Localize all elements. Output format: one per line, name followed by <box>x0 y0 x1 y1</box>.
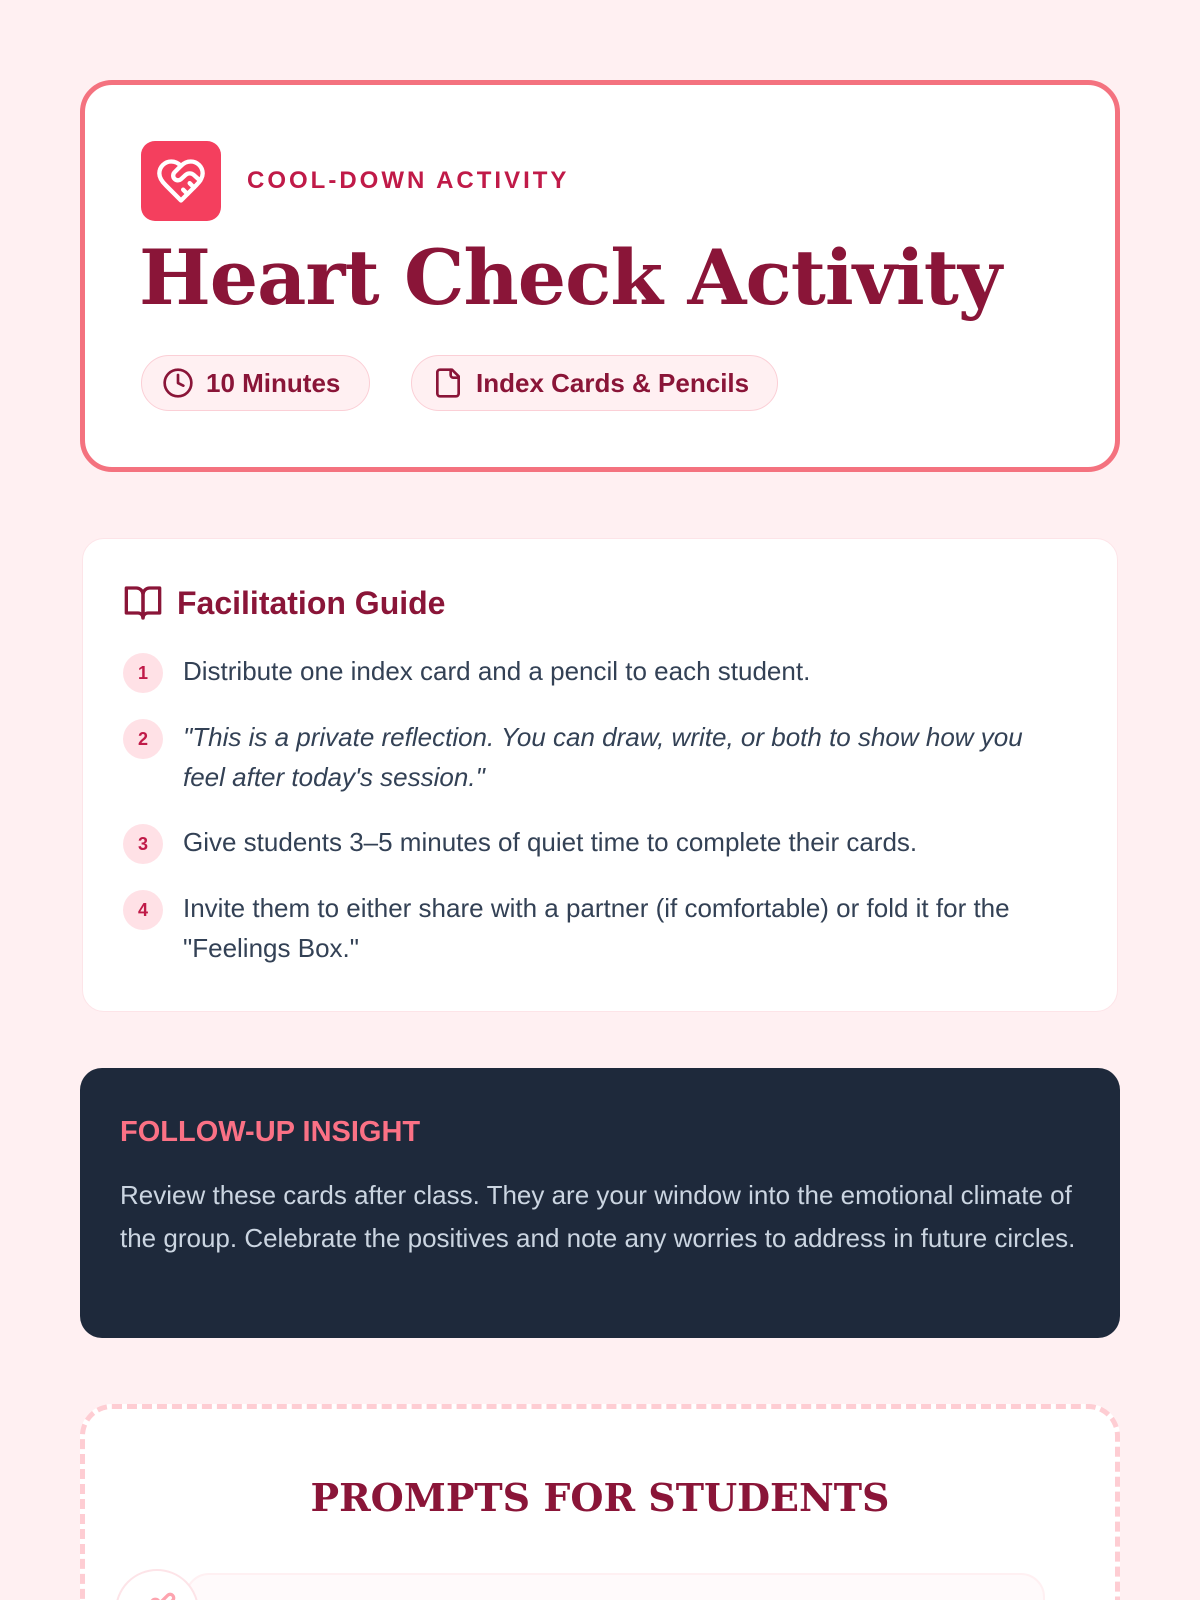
step-text: Give students 3–5 minutes of quiet time to complete their cards. <box>183 827 918 857</box>
step-text: "This is a private reflection. You can draw, write, or both to show how you feel after today's session." <box>183 722 1023 792</box>
facilitation-guide-card <box>82 538 1118 1012</box>
step-number: 2 <box>123 719 163 759</box>
heart-handshake-icon <box>141 141 221 221</box>
step-item <box>123 653 1083 693</box>
materials-badge <box>411 355 778 411</box>
file-icon <box>432 367 464 399</box>
prompts-title: PROMPTS FOR STUDENTS <box>310 1475 890 1520</box>
step-number: 3 <box>123 824 163 864</box>
step-number: 4 <box>123 890 163 930</box>
duration-label: 10 Minutes <box>206 367 341 398</box>
step-text: Distribute one index card and a pencil to each student. <box>183 656 811 686</box>
step-item <box>123 719 1083 797</box>
step-text: Invite them to either share with a partner (if comfortable) or fold it for the "Feelings Box." <box>183 893 1010 963</box>
book-open-icon <box>123 583 163 623</box>
insight-body: Review these cards after class. They are your window into the emotional climate of the group. Celebrate the positives and note any worries to address in future circles. <box>120 1180 1076 1253</box>
follow-up-insight-card <box>80 1068 1120 1338</box>
guide-title: Facilitation Guide <box>177 584 446 621</box>
paintbrush-icon <box>115 1569 199 1600</box>
duration-badge <box>141 355 370 411</box>
insight-title: FOLLOW-UP INSIGHT <box>120 1116 421 1148</box>
step-item <box>123 890 1083 968</box>
clock-icon <box>162 367 194 399</box>
step-item <box>123 824 1083 864</box>
step-number: 1 <box>123 653 163 693</box>
student-prompts-card <box>80 1404 1120 1600</box>
page-title: Heart Check Activity <box>139 233 1002 322</box>
activity-category-label: COOL-DOWN ACTIVITY <box>247 167 570 194</box>
materials-label: Index Cards & Pencils <box>476 367 750 398</box>
activity-header-card <box>80 80 1120 472</box>
guide-heading <box>123 583 445 623</box>
prompt-item <box>185 1573 1045 1600</box>
